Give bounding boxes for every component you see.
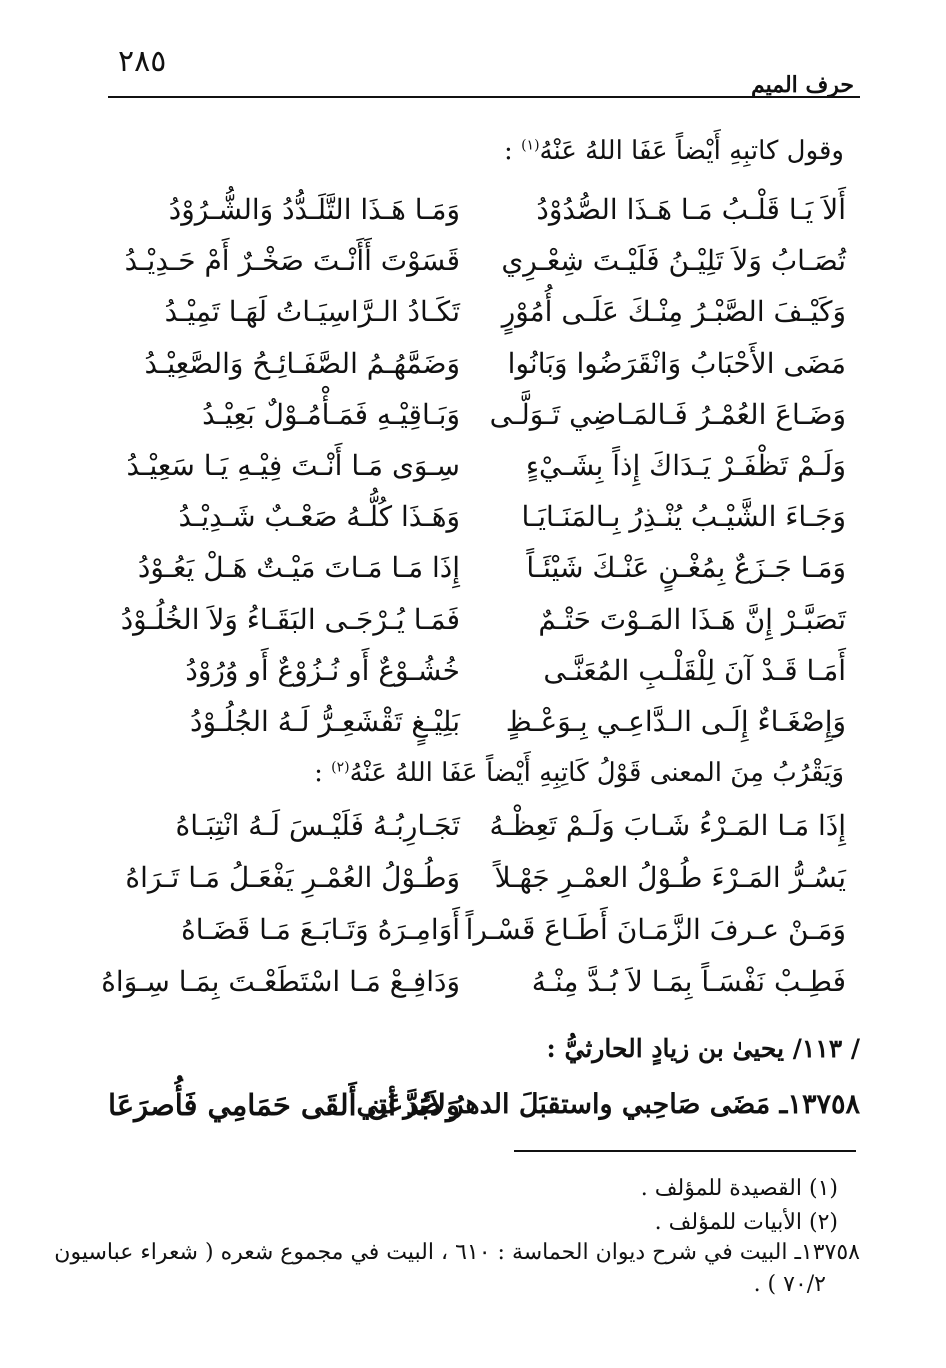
footnote-ref-2: (٢) (331, 759, 350, 776)
footnote-ref-1: (١) (521, 137, 540, 154)
footnote-3-line-2: ٧٠/٢ ) . (753, 1272, 826, 1297)
second-hemistich: وَدَافِـعْ مَـا اسْتَطَعْـتَ بِمَـا سِـوَاهُ (101, 965, 460, 998)
footnote-2: (٢) الأبيات للمؤلف . (654, 1210, 838, 1235)
first-hemistich: مَضَى الأَحْبَابُ وَانْقَرَضُوا وَبَانُوا (507, 346, 846, 380)
verse-line (0, 440, 946, 492)
section2-intro (314, 758, 844, 788)
verse-line (0, 184, 946, 236)
second-hemistich: خُشُـوْعٌ أَو نُـزُوْعٌ أَو وُرُوْدُ (185, 653, 460, 687)
second-hemistich: إِذَا مَـا مَـاتَ مَيْـتٌ هَـلْ يَعُـوْدُ (137, 551, 460, 585)
verse-line (0, 800, 946, 852)
entry-heading: / ١١٣/ يحيىٰ بن زيادٍ الحارثيُّ : (546, 1034, 860, 1063)
header-rule (108, 96, 860, 98)
second-hemistich: فَمَـا يُـرْجَـى البَقَـاءُ وَلاَ الخُلُـوْدُ (120, 602, 460, 636)
footnote-rule (514, 1150, 856, 1152)
footnote-3-line-1: ١٣٧٥٨ـ البيت في شرح ديوان الحماسة : ٦١٠ ، البيت في مجموع شعره ( شعراء عباسيون (54, 1240, 860, 1265)
first-hemistich: وَجَـاءَ الشَّيْـبُ يُنْـذِرُ بِـالمَنَـايَـا (521, 500, 846, 534)
verse-line (0, 286, 946, 338)
verse-line (0, 389, 946, 441)
section2-intro-text: وَيَقْرُبُ مِنَ المعنى قَوْلُ كَاتِبِهِ أَيْضاً عَفَا اللهُ عَنْهُ (349, 758, 844, 788)
second-hemistich: وَهَـذَا كُلُّـهُ صَعْـبٌ شَـدِيْـدُ (178, 500, 460, 534)
verse-line (0, 235, 946, 287)
verse-line (0, 542, 946, 594)
section1-intro-colon: : (504, 136, 513, 166)
numbered-verse (0, 1080, 946, 1130)
first-hemistich: وَإِصْغَـاءٌ إِلَـى الـدَّاعِـي بِـوَعْـظٍ (505, 705, 846, 738)
first-hemistich: تُصَـابُ وَلاَ تَلِيْـنُ فَلَيْـتَ شِعْـرِي (501, 244, 846, 278)
first-hemistich: فَطِـبْ نَفْسَـاً بِمَـا لاَ بُـدَّ مِنْـهُ (531, 965, 846, 998)
verse-line (0, 645, 946, 697)
verse-line (0, 904, 946, 956)
second-hemistich: وَضَمَّهُـمُ الصَّفَـائِـحُ وَالصَّعِيْـدُ (144, 346, 460, 380)
first-hemistich: وَكَيْـفَ الصَّبْـرُ مِنْـكَ عَلَـى أُمُوْرٍ (501, 295, 846, 329)
first-hemistich: وَضَـاعَ العُمْـرُ فَـالمَـاضِي تَـوَلَّـى (489, 397, 846, 431)
first-hemistich: أَمَـا قَـدْ آنَ لِلْقَلْـبِ المُعَنَّـى (543, 653, 846, 687)
second-hemistich: سِـوَى مَـا أَنْـتَ فِيْـهِ يَـا سَعِيْـدُ (126, 449, 460, 482)
first-hemistich: وَمَـنْ عـرفَ الزَّمَـانَ أَطَـاعَ قَسْـراً (465, 913, 846, 946)
first-hemistich: يَسُـرُّ المَـرْءَ طُـوْلُ العمْـرِ جَهْـلاً (494, 861, 846, 894)
section2-intro-colon: : (314, 758, 323, 788)
verse-line (0, 852, 946, 904)
verse-line (0, 696, 946, 748)
second-hemistich: تَجَـارِبُـهُ فَلَيْـسَ لَـهُ انْتِبَـاهُ (175, 809, 460, 842)
first-hemistich: وَمَـا جَـزَعٌ بِمُغْـنٍ عَنْـكَ شَيْئَـاً (526, 551, 846, 585)
second-hemistich: وَمَـا هَـذَا التَّلَـدُّدُ وَالشُّـرُوْدُ (168, 193, 460, 226)
second-hemistich: وَطُـوْلُ العُمْـرِ يَفْعَـلُ مَـا تَـرَاهُ (125, 861, 460, 894)
verse-line (0, 491, 946, 543)
footnote-1: (١) القصيدة للمؤلف . (640, 1176, 838, 1201)
second-hemistich: وَبَـاقِيْـهِ فَمَـأْمُـوْلٌ بَعِيْـدُ (202, 397, 460, 431)
numbered-verse-second-hemistich: وَلاَبُدَّ أن أَلقَى حَمَامِي فَأُصرَعَا (107, 1088, 460, 1122)
section1-intro-text: وقول كاتبِهِ أَيْضاً عَفَا اللهُ عَنْهُ (539, 136, 844, 166)
verse-line (0, 956, 946, 1008)
first-hemistich: إِذَا مَـا المَـرْءُ شَـابَ وَلَـمْ تَعِظْـهُ (489, 809, 846, 842)
second-hemistich: تَكَـادُ الـرَّاسِيَـاتُ لَهَـا تَمِيْـدُ (164, 295, 460, 329)
first-hemistich: أَلاَ يَـا قَلْـبُ مَـا هَـذَا الصُّدُوْدُ (536, 193, 846, 226)
second-hemistich: أَوَامِـرَهُ وَتَـابَـعَ مَـا قَضَـاهُ (181, 913, 460, 946)
numbered-verse-first-hemistich: ١٣٧٥٨ـ مَضَى صَاحِبي واستقبَلَ الدهرُ صَرعَتِي (356, 1089, 860, 1120)
verse-line (0, 594, 946, 646)
second-hemistich: بَلِيْـغٍ تَقْشَعِـرُّ لَـهُ الجُلُـوْدُ (190, 705, 460, 738)
section1-intro (504, 136, 844, 166)
first-hemistich: تَصَبَّـرْ إِنَّ هَـذَا المَـوْتَ حَتْـمٌ (538, 602, 846, 636)
second-hemistich: قَسَوْتَ أَأَنْـتَ صَخْـرٌ أَمْ حَـدِيْـدُ (124, 244, 460, 278)
page-number: ٢٨٥ (118, 44, 167, 79)
verse-line (0, 338, 946, 390)
running-head: حرف الميم (750, 72, 854, 98)
first-hemistich: وَلَـمْ تَظْفَـرْ يَـدَاكَ إِذاً بِشَـيْءٍ (525, 449, 846, 482)
